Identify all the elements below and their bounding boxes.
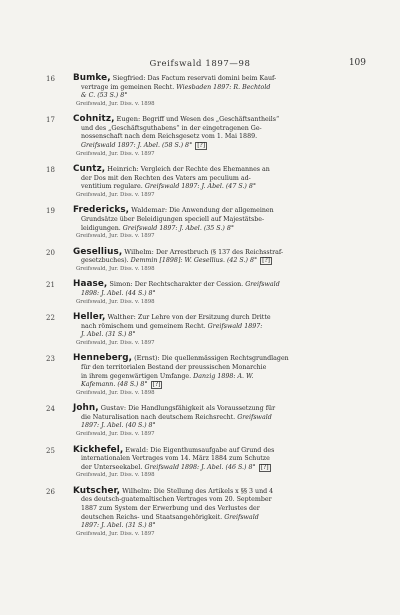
dissertation-note: Greifswald, Jur. Diss. v. 1898 <box>76 389 155 396</box>
imprint: Wiesbaden 1897: R. Bechtold <box>176 83 271 91</box>
entry-text: Die Stellung des Artikels x §§ 3 und 4 <box>153 487 274 495</box>
entry-line <box>73 381 372 390</box>
entry-text: Grundsätze über Beleidigungen speciell auf Majestätsbe- <box>81 216 265 224</box>
entry-line <box>73 455 372 464</box>
entry-line <box>73 514 372 523</box>
entry-line <box>73 280 372 290</box>
dissertation-note: Greifswald, Jur. Diss. v. 1898 <box>76 298 155 305</box>
dissertation-note: Greifswald, Jur. Diss. v. 1897 <box>76 339 155 346</box>
author-first-name: Wilhelm: <box>124 247 154 256</box>
entry-number: 19 <box>46 207 55 216</box>
author-first-name: Gustav: <box>100 404 127 413</box>
author-name: Gesellius, <box>73 246 123 257</box>
entry-line <box>73 487 372 497</box>
entry-text: gesetzbuches). <box>81 257 129 265</box>
entry-number: 16 <box>46 75 55 83</box>
author-name: Haase, <box>73 279 108 290</box>
entry-line <box>73 364 372 373</box>
entry-text: der Unterseekabel. <box>81 463 143 471</box>
entry-text: deutschen Reichs- und Staatsangehörigkeit. <box>81 513 223 521</box>
author-first-name: (Ernst): <box>134 354 160 363</box>
entry-text: in ihrem gegenwärtigen Umfange. <box>81 372 192 380</box>
author-name: Henneberg, <box>73 353 133 364</box>
entry-line <box>73 225 372 234</box>
imprint: Greifswald 1898: J. Abel. (46 S.) 8° <box>144 463 256 471</box>
entry-text: Die Anwendung der allgemeinen <box>169 207 274 215</box>
entry-line <box>73 175 372 184</box>
author-first-name: Wilhelm: <box>122 486 152 495</box>
list-item <box>0 404 400 438</box>
entry-line <box>73 522 372 531</box>
imprint: 1897: J. Abel. (40 S.) 8° <box>81 422 156 430</box>
author-name: Kutscher, <box>73 485 121 496</box>
imprint: 1897: J. Abel. (31 S.) 8° <box>81 522 156 530</box>
library-mark-icon: [?] <box>260 463 269 471</box>
entry-text: des deutsch-guatemaltischen Vertrages vom 20. September <box>81 496 272 504</box>
entry-line <box>73 373 372 382</box>
entry-text: und des „Geschäftsguthabens“ in der eingetragenen Ge- <box>81 124 262 132</box>
entry-list <box>0 74 400 545</box>
entry-line <box>73 125 372 134</box>
author-name: Heller, <box>73 312 106 323</box>
imprint: Greifswald 1897: J. Abel. (47 S.) 8° <box>144 183 257 191</box>
entry-number: 24 <box>46 405 55 414</box>
library-mark-icon: [?] <box>197 142 206 150</box>
entry-text: für den territorialen Bestand der preussischen Monarchie <box>81 363 267 371</box>
imprint: Greifswald <box>237 413 272 421</box>
entry-line <box>73 290 372 299</box>
imprint: & C. (53 S.) 8° <box>81 92 128 100</box>
author-first-name: Siegfried: <box>112 74 146 82</box>
list-item <box>0 248 400 274</box>
entry-line <box>73 313 372 323</box>
entry-text: Das Factum reservati domini beim Kauf- <box>147 75 277 82</box>
entry-line <box>73 248 372 258</box>
entry-text: Die quellenmässigen Rechtsgrundlagen <box>161 355 289 363</box>
entry-number: 23 <box>46 355 55 364</box>
dissertation-note: Greifswald, Jur. Diss. v. 1898 <box>76 100 155 107</box>
entry-number: 17 <box>46 116 55 125</box>
entry-line <box>73 354 372 364</box>
dissertation-note: Greifswald, Jur. Diss. v. 1898 <box>76 472 155 479</box>
author-first-name: Ewald: <box>125 445 149 454</box>
list-item <box>0 165 400 199</box>
author-name: Cuntz, <box>73 164 106 175</box>
entry-line <box>73 133 372 142</box>
imprint: 1898: J. Abel. (44 S.) 8° <box>81 290 156 297</box>
entry-line <box>73 464 372 473</box>
list-item <box>0 206 400 240</box>
entry-line <box>73 323 372 332</box>
author-first-name: Waldemar: <box>131 206 168 215</box>
library-mark-icon: [?] <box>262 257 271 265</box>
dissertation-note: Greifswald, Jur. Diss. v. 1897 <box>76 431 155 438</box>
dissertation-note: Greifswald, Jur. Diss. v. 1897 <box>76 191 155 198</box>
dissertation-note: Greifswald, Jur. Diss. v. 1898 <box>76 265 155 272</box>
imprint: Kafemann. (48 S.) 8° <box>81 381 148 389</box>
list-item <box>0 280 400 306</box>
entry-line <box>73 165 372 175</box>
entry-text: die Naturalisation nach deutschem Reichsrecht. <box>81 413 236 421</box>
entry-line <box>73 115 372 125</box>
imprint: Greifswald <box>224 513 259 521</box>
entry-text: Begriff und Wesen des „Geschäftsantheils“ <box>142 116 280 124</box>
entry-line <box>73 422 372 431</box>
entry-number: 26 <box>46 487 55 496</box>
entry-text: Vergleich der Rechte des Ehemannes an <box>140 166 270 174</box>
entry-line <box>73 257 372 266</box>
entry-line <box>73 414 372 423</box>
entry-number: 25 <box>46 446 55 455</box>
entry-text: 1887 zum System der Erwerbung und des Verlustes der <box>81 505 260 512</box>
author-name: John, <box>73 403 99 414</box>
list-item <box>0 446 400 480</box>
entry-text: vertrage im gemeinen Recht. <box>81 83 175 91</box>
entry-line <box>73 142 372 151</box>
entry-line <box>73 206 372 216</box>
entry-text: nach römischem und gemeinem Recht. <box>81 322 206 330</box>
library-mark-icon: [?] <box>152 381 161 389</box>
imprint: Greifswald <box>245 281 280 289</box>
entry-text: internationalen Vertrages vom 14. März 1884 zum Schutze <box>81 455 270 463</box>
imprint: J. Abel. (31 S.) 8° <box>81 331 136 339</box>
entry-line <box>73 505 372 514</box>
entry-line <box>73 183 372 192</box>
author-name: Fredericks, <box>73 205 130 216</box>
entry-line <box>73 92 372 101</box>
entry-line <box>73 84 372 93</box>
entry-number: 21 <box>46 281 55 290</box>
entry-line <box>73 496 372 505</box>
entry-text: nossenschaft nach dem Reichsgesetz vom 1. Mai 1889. <box>81 133 258 141</box>
running-title: Greifswald 1897—98 <box>149 59 251 69</box>
entry-number: 20 <box>46 248 55 257</box>
entry-line <box>73 74 372 84</box>
imprint: Danzig 1898: A. W. <box>193 372 254 380</box>
list-item <box>0 115 400 158</box>
entry-line <box>73 404 372 414</box>
entry-text: Zur Lehre von der Ersitzung durch Dritte <box>137 314 271 322</box>
imprint: Demmin [1898]: W. Gesellius. (42 S.) 8° <box>130 257 258 265</box>
entry-line <box>73 216 372 225</box>
author-name: Bumke, <box>73 73 111 83</box>
entry-line <box>73 331 372 340</box>
list-item <box>0 313 400 347</box>
entry-text: Der Arrestbruch (§ 137 des Reichsstraf- <box>155 248 284 256</box>
entry-number: 18 <box>46 166 55 175</box>
entry-text: leidigungen. <box>81 224 121 232</box>
author-first-name: Eugen: <box>116 115 141 124</box>
author-first-name: Simon: <box>109 280 133 289</box>
author-first-name: Walther: <box>107 313 136 322</box>
author-first-name: Heinrich: <box>107 165 139 174</box>
imprint: Greifswald 1897: J. Abel. (35 S.) 8° <box>122 224 234 232</box>
list-item <box>0 354 400 397</box>
list-item <box>0 487 400 538</box>
entry-text: Der Rechtscharakter der Cession. <box>134 281 244 289</box>
entry-text: Die Eigenthumsaufgabe auf Grund des <box>150 446 275 454</box>
entry-number: 22 <box>46 314 55 323</box>
author-name: Kickhefel, <box>73 444 124 455</box>
list-item <box>0 74 400 108</box>
entry-text: ventitium regulare. <box>81 183 143 191</box>
imprint: Greifswald 1897: <box>207 322 263 330</box>
imprint: Greifswald 1897: J. Abel. (58 S.) 8° <box>81 142 193 150</box>
entry-text: der Dos mit den Rechten des Vaters am peculium ad- <box>81 174 251 182</box>
dissertation-note: Greifswald, Jur. Diss. v. 1897 <box>76 233 155 240</box>
dissertation-note: Greifswald, Jur. Diss. v. 1897 <box>76 150 155 157</box>
author-name: Cohnitz, <box>73 114 115 125</box>
entry-line <box>73 446 372 456</box>
page-number: 109 <box>348 58 366 68</box>
entry-text: Die Handlungsfähigkeit als Voraussetzung für <box>128 405 276 413</box>
dissertation-note: Greifswald, Jur. Diss. v. 1897 <box>76 530 155 537</box>
